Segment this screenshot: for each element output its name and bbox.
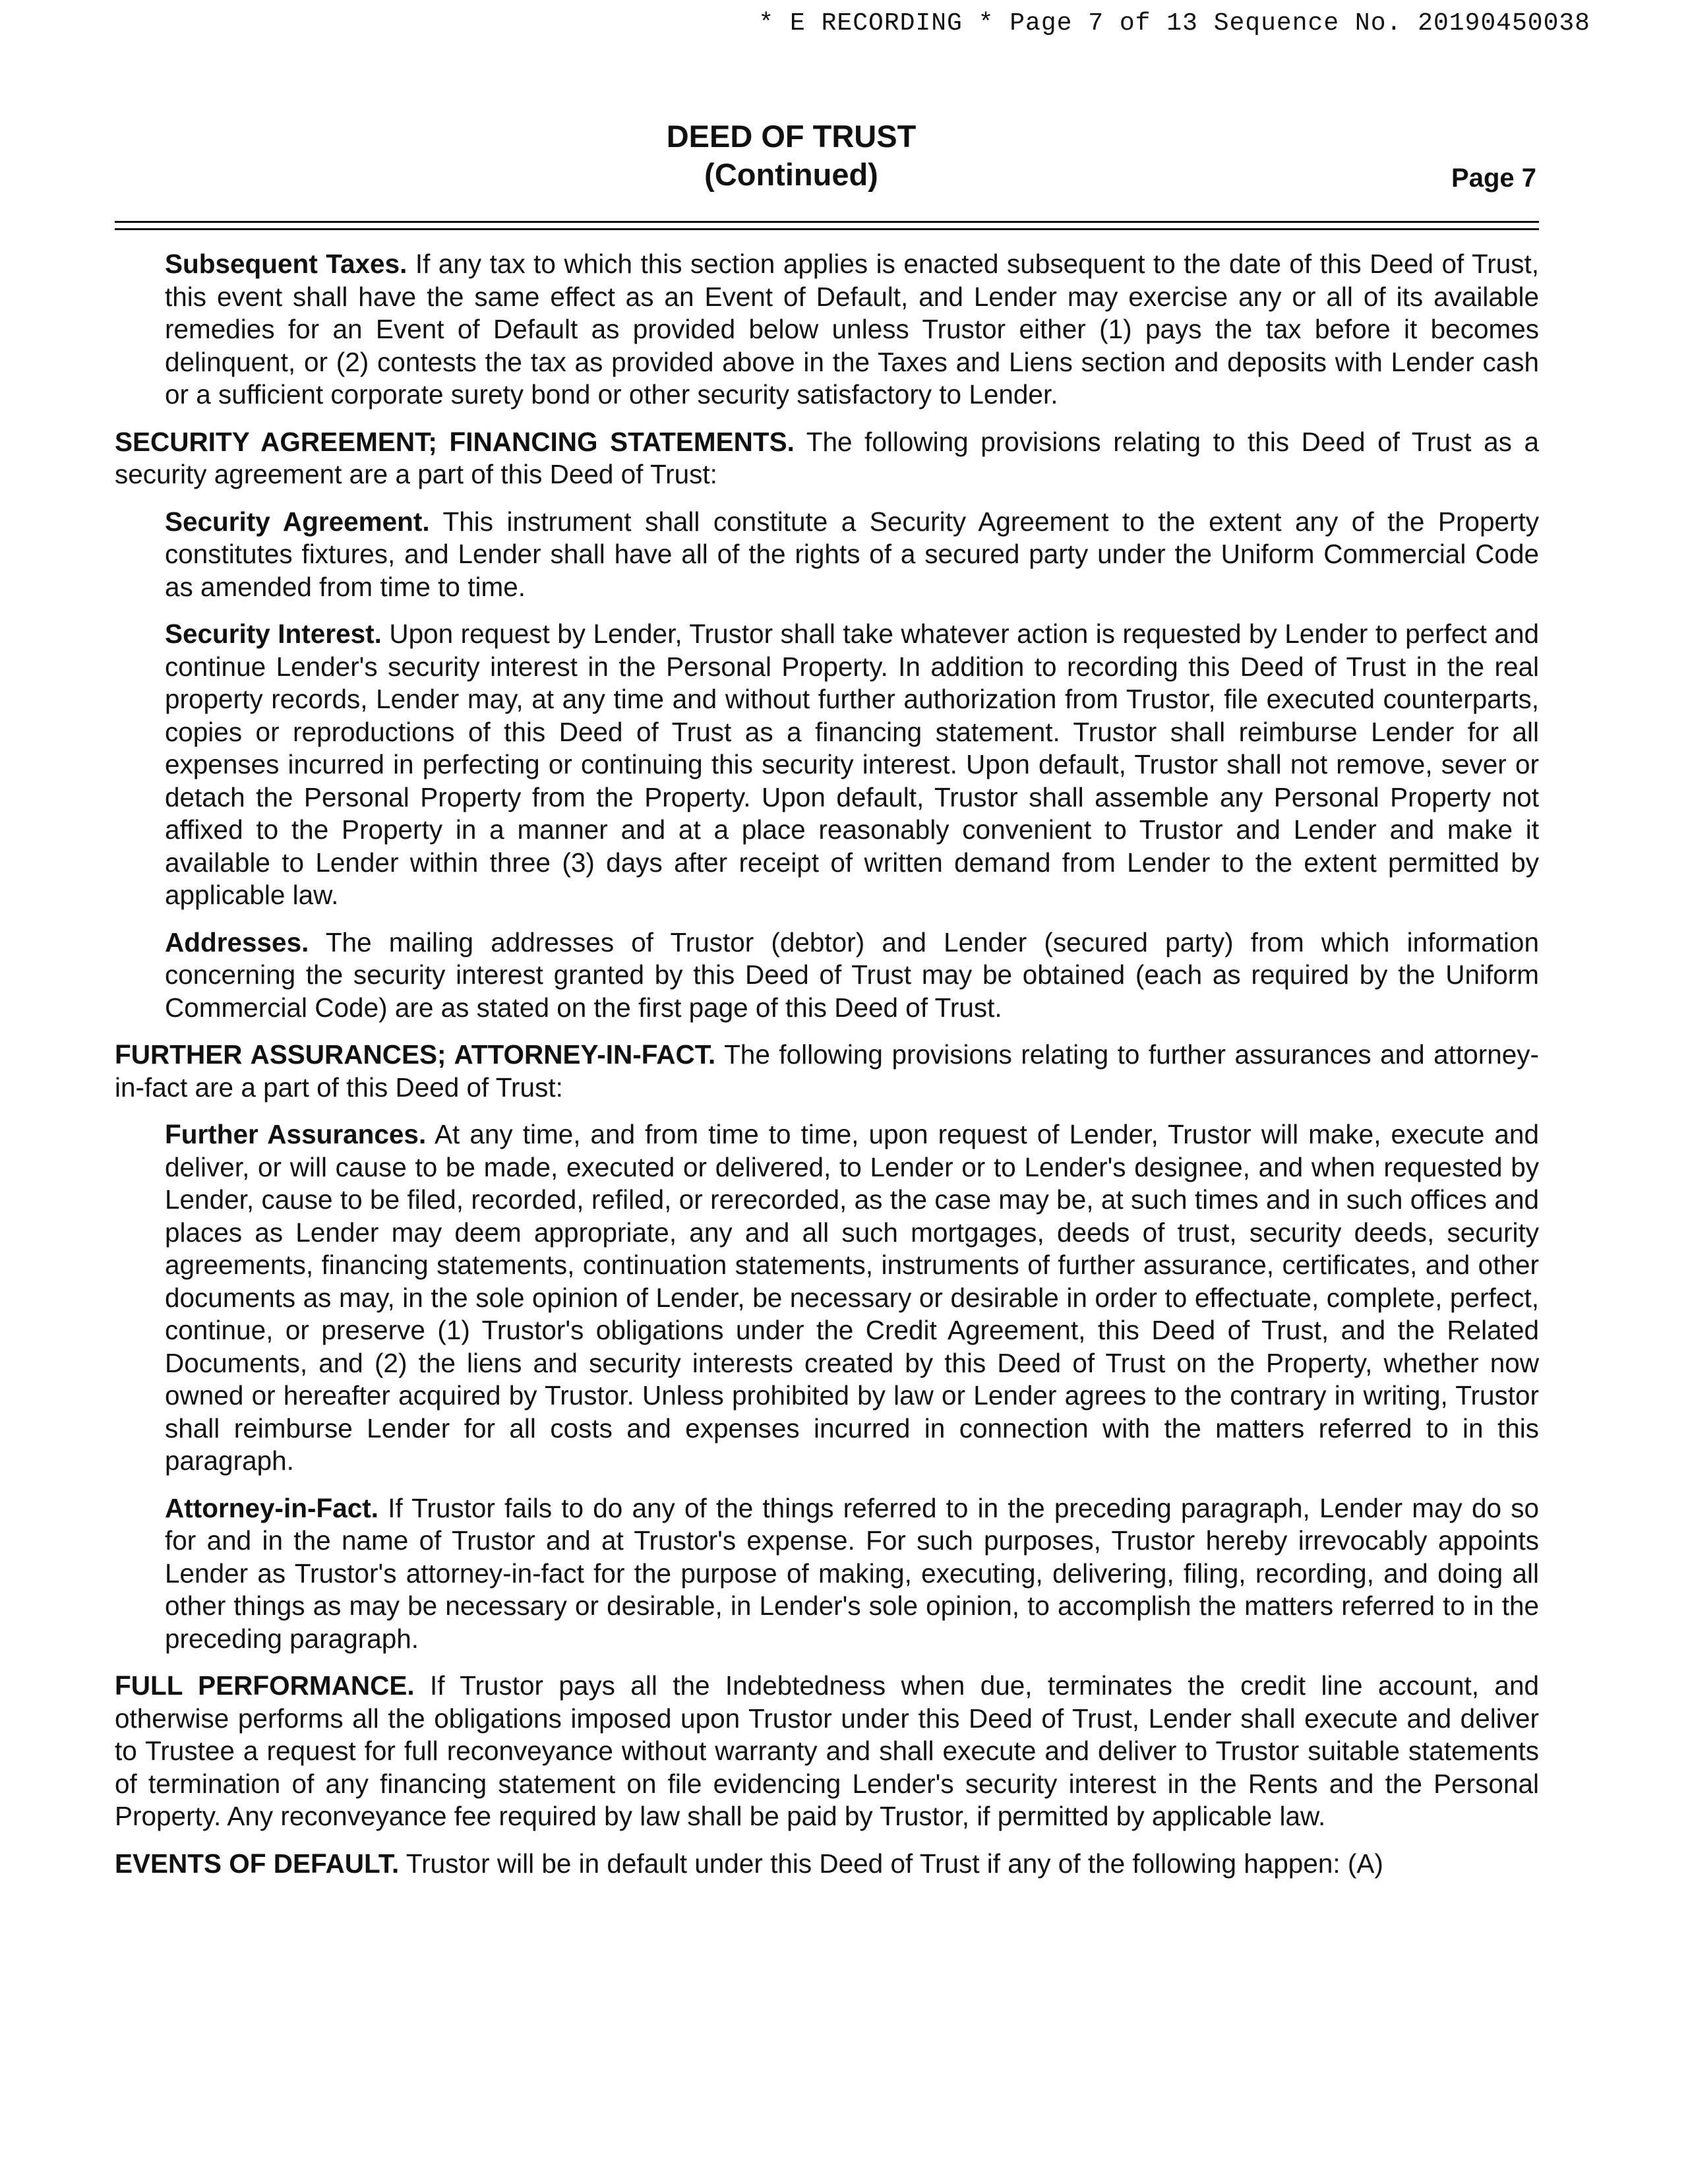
paragraph-heading: SECURITY AGREEMENT; FINANCING STATEMENTS. — [115, 426, 795, 457]
paragraph-heading: Further Assurances. — [165, 1119, 427, 1149]
page-number-label: Page 7 — [1451, 164, 1536, 193]
paragraph-subsequent-taxes — [165, 248, 1539, 411]
title-line-2: (Continued) — [704, 157, 878, 192]
paragraph-security-interest — [165, 618, 1539, 912]
paragraph-attorney-in-fact — [165, 1492, 1539, 1656]
document-title — [0, 117, 1582, 194]
paragraph-heading: FURTHER ASSURANCES; ATTORNEY-IN-FACT. — [115, 1039, 716, 1070]
header-divider-bottom — [115, 228, 1539, 230]
paragraph-heading: Security Interest. — [165, 619, 382, 649]
paragraph-heading: Attorney-in-Fact. — [165, 1492, 378, 1523]
recording-header: * E RECORDING * Page 7 of 13 Sequence No. 20190450038 — [758, 9, 1590, 38]
paragraph-further-assurances — [165, 1118, 1539, 1478]
paragraph-heading: Security Agreement. — [165, 506, 430, 537]
paragraph-text: If Trustor pays all the Indebtedness when due, terminates the credit line account, and otherwise performs all the obligations imposed upon Trustor under this Deed of Trust, Lender shall execute and deliver to Trustee a request for full reconveyance without warranty and shall execute and deliver to Trustor suitable statements of termination of any financing statement on file evidencing Lender's security interest in the Rents and the Personal Property. Any reconveyance fee required by law shall be paid by Trustor, if permitted by applicable law. — [115, 1670, 1539, 1831]
document-body — [115, 248, 1539, 1895]
title-line-1: DEED OF TRUST — [666, 119, 917, 154]
paragraph-text: The mailing addresses of Trustor (debtor) and Lender (secured party) from which information concerning the security interest granted by this Deed of Trust may be obtained (each as required by the Uniform Commercial Code) are as stated on the first page of this Deed of Trust. — [165, 926, 1539, 1023]
paragraph-security-agreement — [165, 506, 1539, 604]
paragraph-full-performance — [115, 1670, 1539, 1833]
paragraph-heading: EVENTS OF DEFAULT. — [115, 1848, 400, 1879]
paragraph-text: At any time, and from time to time, upon request of Lender, Trustor will make, execute and deliver, or will cause to be made, executed or delivered, to Lender or to Lender's designee, and when requested by Lender, cause to be filed, recorded, refiled, or rerecorded, as the case may be, at such times and in such offices and places as Lender may deem appropriate, any and all such mortgages, deeds of trust, security deeds, security agreements, financing statements, continuation statements, instruments of further assurance, certificates, and other documents as may, in the sole opinion of Lender, be necessary or desirable in order to effectuate, complete, perfect, continue, or preserve (1) Trustor's obligations under the Credit Agreement, this Deed of Trust, and the Related Documents, and (2) the liens and security interests created by this Deed of Trust on the Property, whether now owned or hereafter acquired by Trustor. Unless prohibited by law or Lender agrees to the contrary in writing, Trustor shall reimburse Lender for all costs and expenses incurred in connection with the matters referred to in this paragraph. — [165, 1119, 1539, 1476]
paragraph-text: Upon request by Lender, Trustor shall take whatever action is requested by Lender to perfect and continue Lender's security interest in the Personal Property. In addition to recording this Deed of Trust in the real property records, Lender may, at any time and without further authorization from Trustor, file executed counterparts, copies or reproductions of this Deed of Trust as a financing statement. Trustor shall reimburse Lender for all expenses incurred in perfecting or continuing this security interest. Upon default, Trustor shall not remove, sever or detach the Personal Property from the Property. Upon default, Trustor shall assemble any Personal Property not affixed to the Property in a manner and at a place reasonably convenient to Trustor and Lender and make it available to Lender within three (3) days after receipt of written demand from Lender to the extent permitted by applicable law. — [165, 619, 1539, 910]
paragraph-security-agreement-financing-statements — [115, 426, 1539, 491]
paragraph-further-assurances-attorney-in-fact — [115, 1039, 1539, 1104]
paragraph-text: Trustor will be in default under this Deed of Trust if any of the following happen: (A) — [406, 1848, 1383, 1879]
paragraph-text: The following provisions relating to this Deed of Trust as a security agreement are a part of this Deed of Trust: — [115, 426, 1539, 489]
paragraph-events-of-default — [115, 1848, 1539, 1881]
paragraph-text: If Trustor fails to do any of the things referred to in the preceding paragraph, Lender may do so for and in the name of Trustor and at Trustor's expense. For such purposes, Trustor hereby irrevocably appoints Lender as Trustor's attorney-in-fact for the purpose of making, executing, delivering, filing, recording, and doing all other things as may be necessary or desirable, in Lender's sole opinion, to accomplish the matters referred to in the preceding paragraph. — [165, 1492, 1539, 1654]
paragraph-heading: Addresses. — [165, 926, 309, 957]
paragraph-addresses — [165, 926, 1539, 1025]
paragraph-heading: FULL PERFORMANCE. — [115, 1670, 415, 1701]
paragraph-text: The following provisions relating to further assurances and attorney-in-fact are a part of this Deed of Trust: — [115, 1039, 1539, 1103]
paragraph-heading: Subsequent Taxes. — [165, 249, 407, 279]
paragraph-text: This instrument shall constitute a Security Agreement to the extent any of the Property constitutes fixtures, and Lender shall have all of the rights of a secured party under the Uniform Commercial Code as amended from time to time. — [165, 506, 1539, 602]
paragraph-text: If any tax to which this section applies is enacted subsequent to the date of this Deed of Trust, this event shall have the same effect as an Event of Default, and Lender may exercise any or all of its available remedies for an Event of Default as provided below unless Trustor either (1) pays the tax before it becomes delinquent, or (2) contests the tax as provided above in the Taxes and Liens section and deposits with Lender cash or a sufficient corporate surety bond or other security satisfactory to Lender. — [165, 249, 1539, 410]
header-divider-top — [115, 221, 1539, 223]
